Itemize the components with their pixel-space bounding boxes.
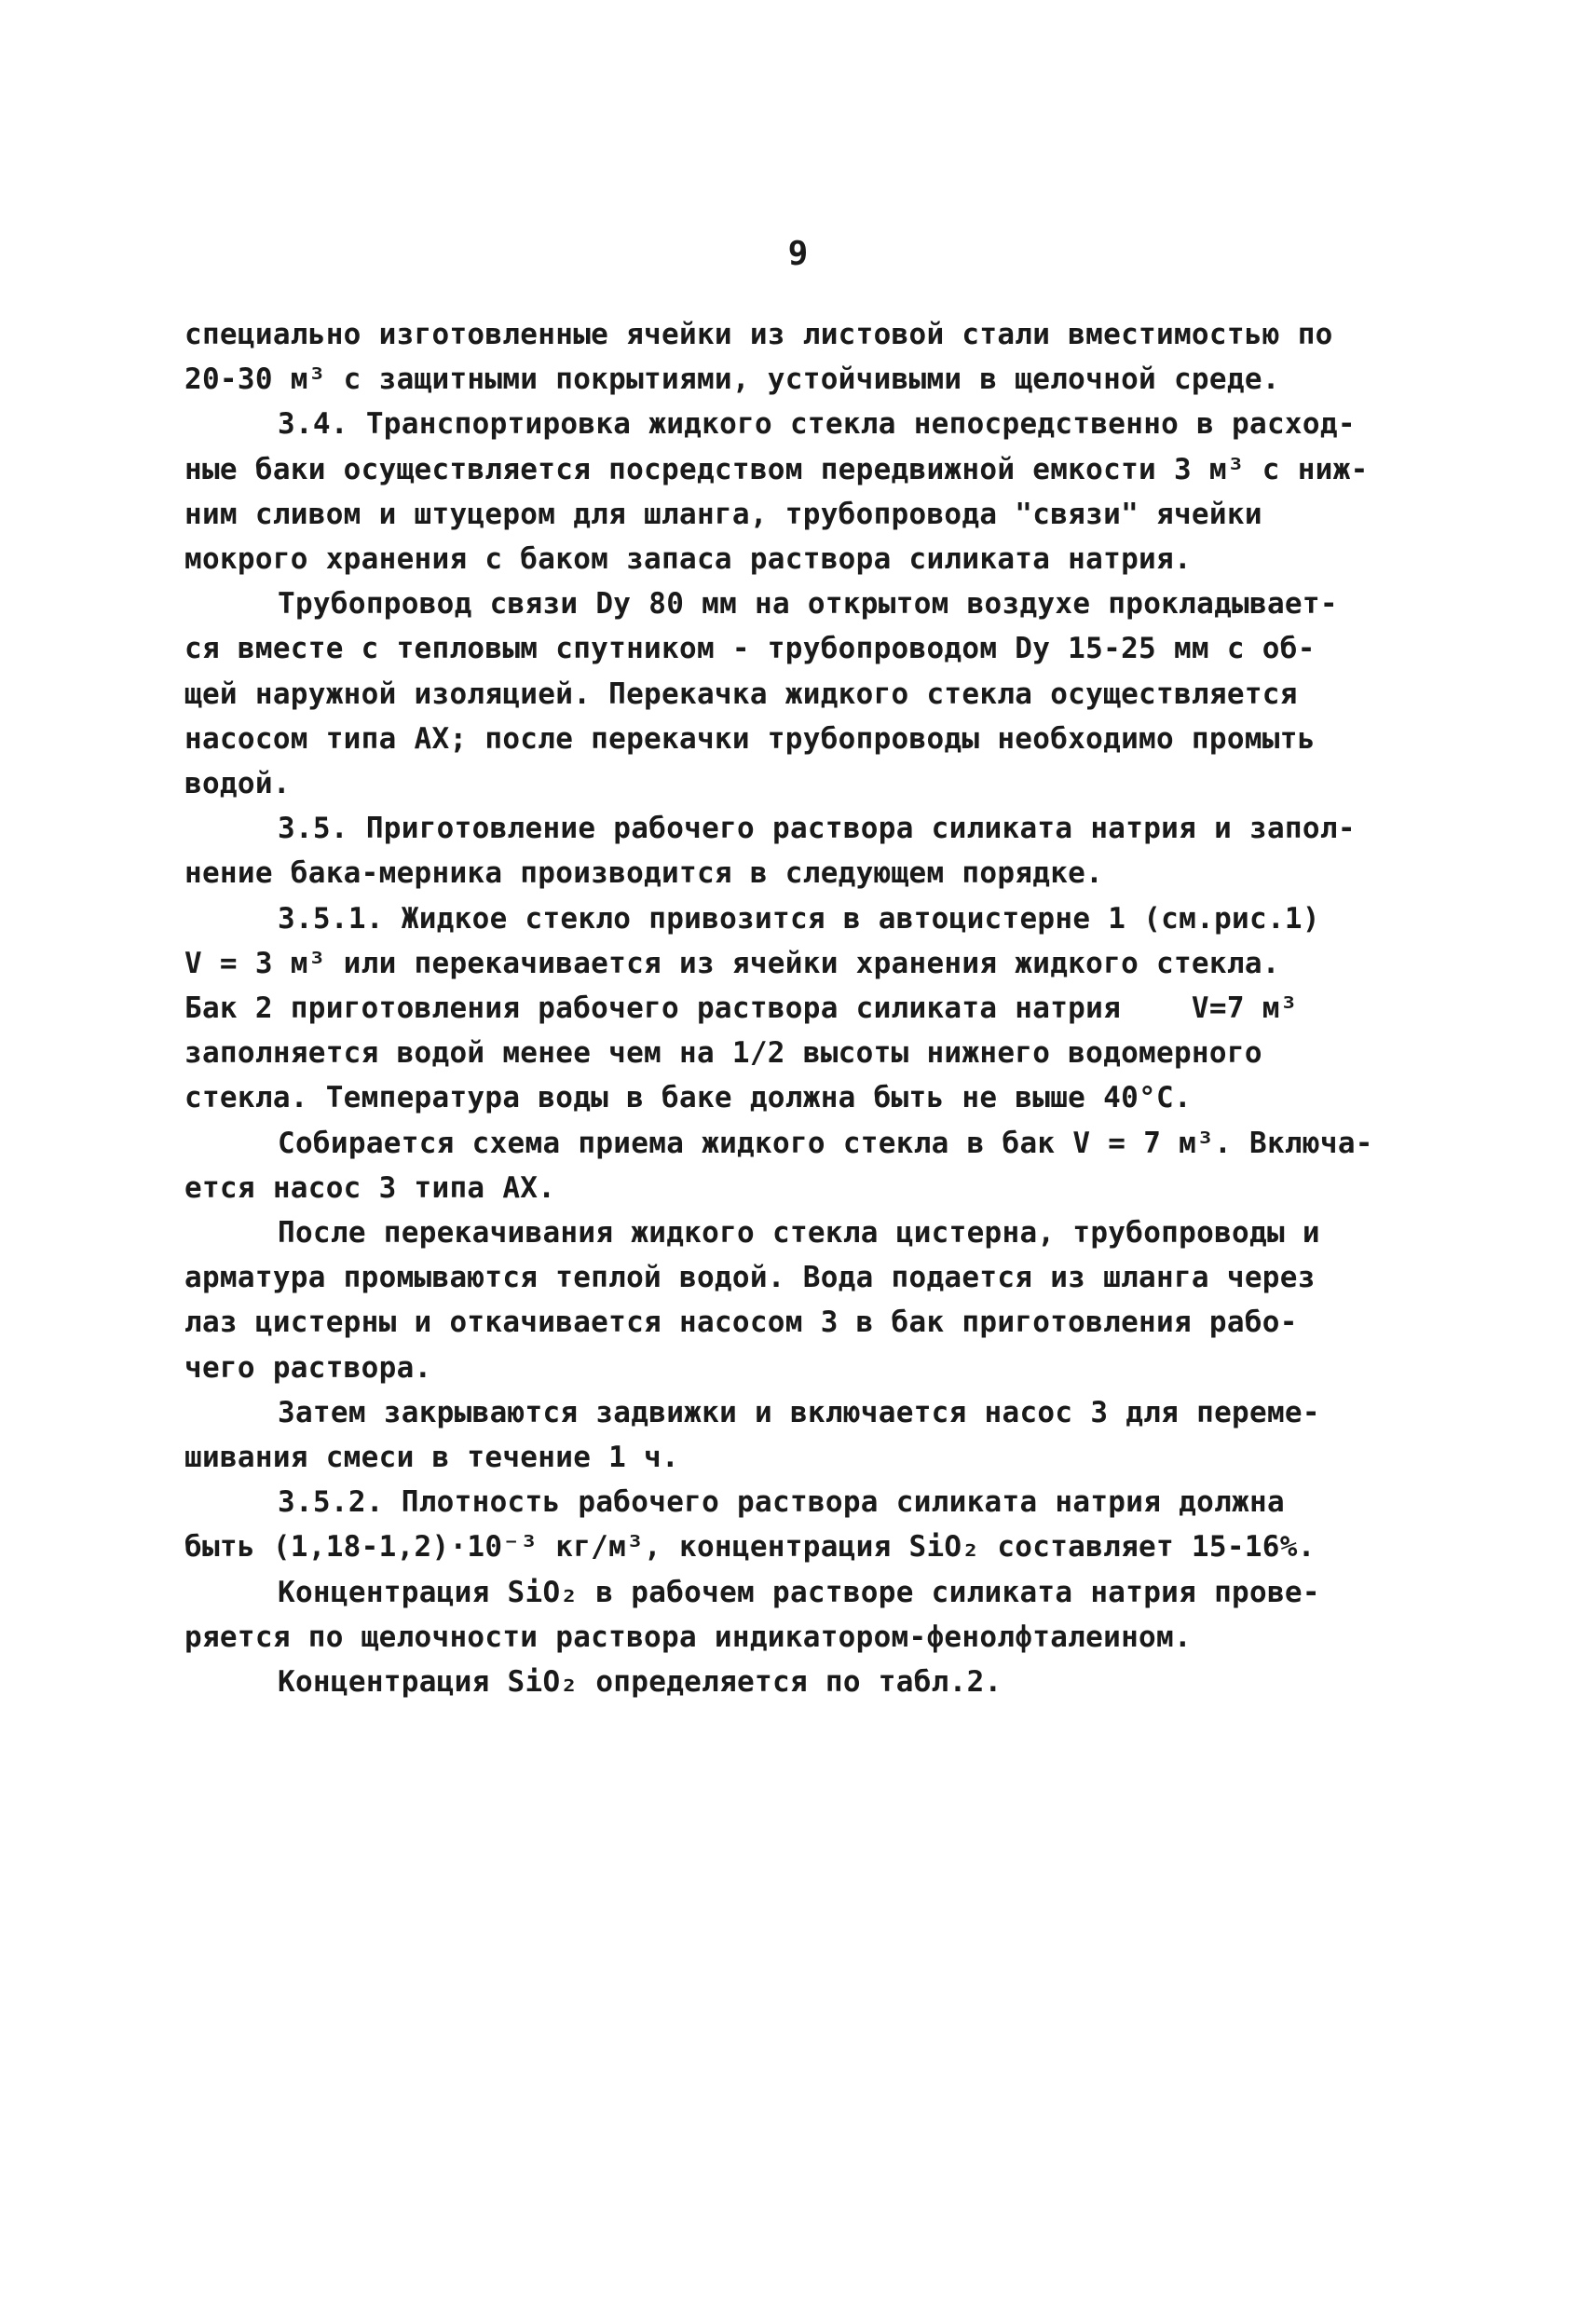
page-number: 9 bbox=[787, 235, 809, 273]
text-line: ряется по щелочности раствора индикатором-фенолфталеином. bbox=[184, 1620, 1192, 1654]
body-text bbox=[184, 312, 1452, 1704]
text-line: стекла. Температура воды в баке должна быть не выше 40°С. bbox=[184, 1081, 1192, 1115]
text-line: шивания смеси в течение 1 ч. bbox=[184, 1441, 679, 1475]
text-line: Трубопровод связи Dу 80 мм на открытом воздухе прокладывает- bbox=[278, 587, 1338, 622]
text-line: V = 3 м³ или перекачивается из ячейки хранения жидкого стекла. bbox=[184, 946, 1280, 980]
text-line: 3.5.1. Жидкое стекло привозится в автоцистерне 1 (см.рис.1) bbox=[278, 901, 1320, 936]
text-line: Собирается схема приема жидкого стекла в бак V = 7 м³. Включа- bbox=[278, 1126, 1373, 1160]
text-line: арматура промываются теплой водой. Вода подается из шланга через bbox=[184, 1261, 1316, 1295]
text-line: Бак 2 приготовления рабочего раствора силиката натрия V=7 м³ bbox=[184, 991, 1298, 1026]
text-line: щей наружной изоляцией. Перекачка жидкого стекла осуществляется bbox=[184, 677, 1298, 711]
text-line: заполняется водой менее чем на 1/2 высоты нижнего водомерного bbox=[184, 1036, 1262, 1071]
text-line: Концентрация SiO₂ определяется по табл.2. bbox=[278, 1665, 1003, 1700]
text-line: 3.5.2. Плотность рабочего раствора силиката натрия должна bbox=[278, 1485, 1285, 1520]
text-line: быть (1,18-1,2)·10⁻³ кг/м³, концентрация SiO₂ составляет 15-16%. bbox=[184, 1530, 1316, 1565]
text-line: насосом типа АХ; после перекачки трубопроводы необходимо промыть bbox=[184, 721, 1316, 756]
text-line: ним сливом и штуцером для шланга, трубопровода "связи" ячейки bbox=[184, 497, 1262, 531]
text-line: Концентрация SiO₂ в рабочем растворе силиката натрия прове- bbox=[278, 1575, 1320, 1609]
text-line: 20-30 м³ с защитными покрытиями, устойчивыми в щелочной среде. bbox=[184, 362, 1280, 397]
text-line: 3.5. Приготовление рабочего раствора силиката натрия и запол- bbox=[278, 812, 1356, 846]
text-line: лаз цистерны и откачивается насосом 3 в бак приготовления рабо- bbox=[184, 1305, 1298, 1340]
text-line: Затем закрываются задвижки и включается насос 3 для переме- bbox=[278, 1395, 1320, 1429]
text-line: 3.4. Транспортировка жидкого стекла непосредственно в расход- bbox=[278, 407, 1356, 442]
text-line: мокрого хранения с баком запаса раствора силиката натрия. bbox=[184, 542, 1192, 577]
text-line: ные баки осуществляется посредством передвижной емкости 3 м³ с ниж- bbox=[184, 452, 1369, 486]
text-line: водой. bbox=[184, 767, 291, 801]
text-line: После перекачивания жидкого стекла цистерна, трубопроводы и bbox=[278, 1216, 1320, 1251]
text-line: ется насос 3 типа АХ. bbox=[184, 1170, 556, 1205]
text-line: нение бака-мерника производится в следующем порядке. bbox=[184, 856, 1104, 891]
text-line: ся вместе с тепловым спутником - трубопроводом Dу 15-25 мм с об- bbox=[184, 632, 1316, 666]
text-line: чего раствора. bbox=[184, 1350, 432, 1385]
text-line: специально изготовленные ячейки из листовой стали вместимостью по bbox=[184, 318, 1333, 351]
